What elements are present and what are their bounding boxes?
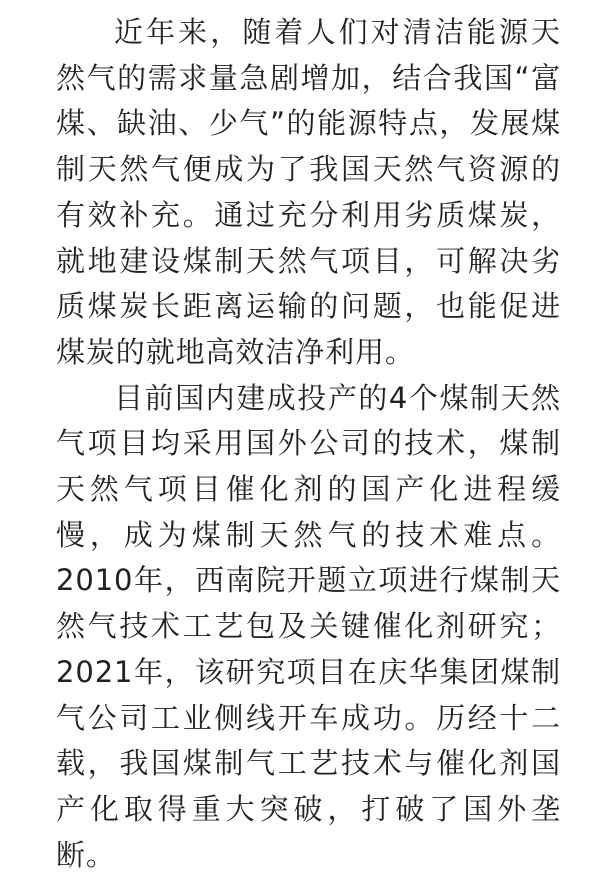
paragraph-1: 近年来，随着人们对清洁能源天然气的需求量急剧增加，结合我国“富煤、缺油、少气”的能源特点，发展煤制天然气便成为了我国天然气资源的有效补充。通过充分利用劣质煤炭，就地建设煤制天然气项目，可解决劣质煤炭长距离运输的问题，也能促进煤炭的就地高效洁净利用。 [56,15,561,369]
paragraph-2: 目前国内建成投产的4个煤制天然气项目均采用国外公司的技术，煤制天然气项目催化剂的国产化进程缓慢，成为煤制天然气的技术难点。2010年，西南院开题立项进行煤制天然气技术工艺包及关键催化剂研究；2021年，该研究项目在庆华集团煤制气公司工业侧线开车成功。历经十二载，我国煤制气工艺技术与催化剂国产化取得重大突破，打破了国外垄断。 [56,380,561,872]
